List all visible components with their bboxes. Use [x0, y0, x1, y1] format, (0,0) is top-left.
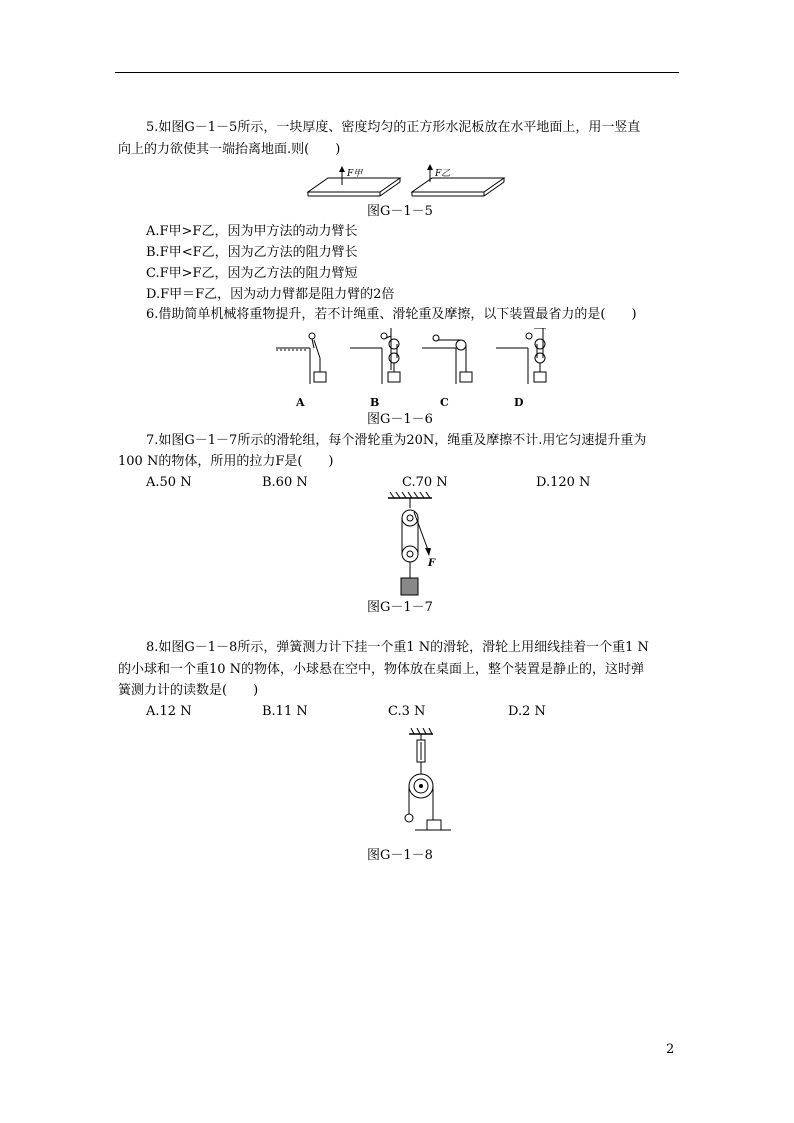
- q7-fig-label: F: [428, 558, 436, 569]
- q7-fig-caption: 图G－1－7: [367, 600, 433, 615]
- q8-line3: 簧测力计的读数是( ): [118, 683, 259, 698]
- q8-line1: 8.如图G－1－8所示，弹簧测力计下挂一个重1 N的滑轮，滑轮上用细线挂着一个重1 N: [146, 640, 649, 655]
- q5-option-c: C.F甲>F乙，因为乙方法的阻力臂短: [146, 266, 358, 281]
- q7-line2: 100 N的物体，所用的拉力F是( ): [118, 454, 334, 469]
- q5-line1: 5.如图G－1－5所示，一块厚度、密度均匀的正方形水泥板放在水平地面上，用一竖直: [146, 120, 641, 135]
- q5-option-a: A.F甲>F乙，因为甲方法的动力臂长: [146, 224, 358, 239]
- page-number: 2: [666, 1042, 675, 1057]
- q6-label-d: D: [514, 396, 524, 409]
- q7-option-c: C.70 N: [402, 475, 448, 490]
- q6-device-b: [350, 328, 400, 384]
- q8-option-c: C.3 N: [388, 704, 426, 719]
- q6-fig-caption: 图G－1－6: [367, 412, 433, 427]
- q5-option-b: B.F甲<F乙，因为乙方法的阻力臂长: [146, 245, 358, 260]
- q7-option-a: A.50 N: [146, 475, 192, 490]
- q7-figure: [370, 492, 450, 598]
- q6-device-c: [422, 335, 472, 384]
- header-rule: [115, 72, 679, 73]
- q8-figure: [395, 728, 455, 838]
- q6-device-a: [276, 333, 326, 384]
- q7-line1: 7.如图G－1－7所示的滑轮组，每个滑轮重为20N，绳重及摩擦不计.用它匀速提升重为: [146, 433, 647, 448]
- q6-label-b: B: [370, 396, 380, 409]
- q8-line2: 的小球和一个重10 N的物体，小球悬在空中，物体放在桌面上，整个装置是静止的，这时弹: [118, 662, 645, 677]
- q5-fig-label-left: F甲: [347, 169, 363, 179]
- q8-option-a: A.12 N: [146, 704, 192, 719]
- q8-option-d: D.2 N: [508, 704, 546, 719]
- q5-fig-caption: 图G－1－5: [367, 204, 433, 219]
- q8-option-b: B.11 N: [262, 704, 308, 719]
- q6-device-d: [496, 328, 546, 384]
- q8-fig-caption: 图G－1－8: [367, 848, 433, 863]
- q7-option-d: D.120 N: [536, 475, 591, 490]
- q5-line2: 向上的力欲使其一端抬离地面.则( ): [118, 142, 341, 157]
- q5-fig-label-right: F乙: [435, 169, 451, 179]
- q6-line1: 6.借助简单机械将重物提升，若不计绳重、滑轮重及摩擦，以下装置最省力的是( ): [146, 307, 637, 322]
- q5-figure: [300, 164, 520, 200]
- q6-label-a: A: [296, 396, 305, 409]
- q6-figure: [270, 328, 560, 412]
- q7-option-b: B.60 N: [262, 475, 308, 490]
- q5-option-d: D.F甲＝F乙，因为动力臂都是阻力臂的2倍: [146, 287, 395, 302]
- q6-label-c: C: [440, 396, 449, 409]
